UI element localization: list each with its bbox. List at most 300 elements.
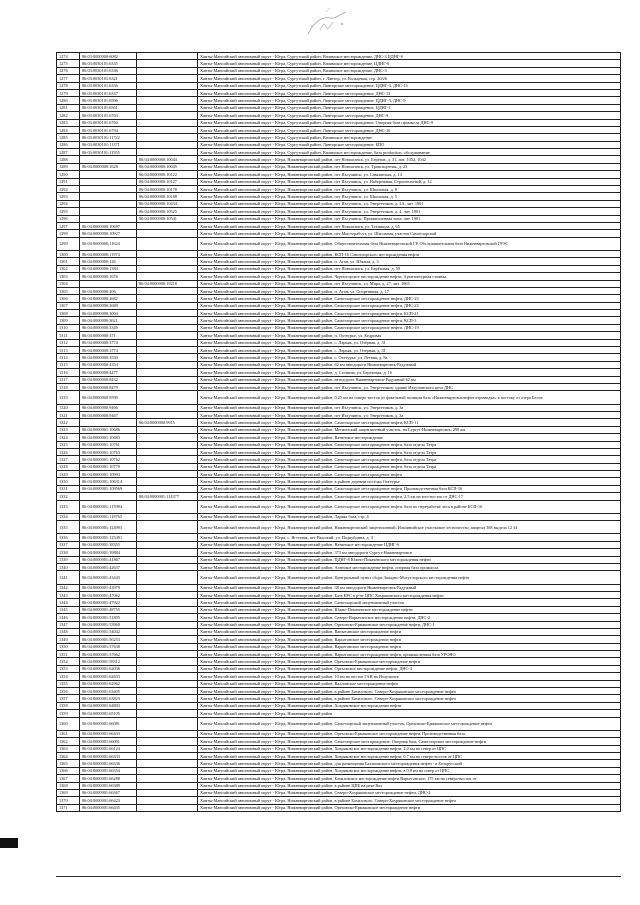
cadastral-number-2-cell — [137, 599, 198, 606]
table-row — [57, 193, 621, 200]
cadastral-number-2-cell — [137, 287, 198, 294]
cadastral-number-2-cell — [137, 710, 198, 717]
address-cell: Ханты-Мансийский автономный округ - Югра, Нижневартовский район, Ватинское месторождение — [198, 434, 621, 441]
table-row — [57, 752, 621, 759]
cadastral-number-2-cell — [137, 651, 198, 658]
table-row — [57, 126, 621, 133]
cadastral-number-2-cell — [137, 730, 198, 737]
address-cell: Ханты-Мансийский автономный округ - Югра, Нижневартовский район, Хохряковское месторождение нефти — [198, 702, 621, 709]
table-row — [57, 208, 621, 215]
table-row — [57, 383, 621, 390]
row-number-cell: 1364 — [57, 752, 80, 759]
cadastral-number-2-cell: 86:04:0000000:19218 — [137, 280, 198, 287]
row-number-cell: 1312 — [57, 339, 80, 346]
address-cell: Ханты-Мансийский автономный округ - Югра, Нижневартовский район, КСП-16 Самотлорского месторождения нефти — [198, 250, 621, 257]
cadastral-number-2-cell — [137, 141, 198, 148]
row-number-cell: 1363 — [57, 745, 80, 752]
cadastral-number-cell: 86:04:0000001:63823 — [80, 695, 137, 702]
cadastral-number-cell: 86:03:0030101:6337 — [80, 89, 137, 96]
address-cell: Ханты-Мансийский автономный округ - Югра, Сургутский район, Лянторское месторождение, БПО — [198, 141, 621, 148]
table-row — [57, 273, 621, 280]
address-cell: Ханты-Мансийский автономный округ - Югра, Нижневартовский район, Самотлорское месторождение нефти, база отдела Татра — [198, 456, 621, 463]
row-number-cell: 1321 — [57, 411, 80, 418]
address-cell: Ханты-Мансийский автономный округ - Югра, Нижневартовский район, пгт Новоаганск, ул. Техникум, д. 65 — [198, 222, 621, 229]
table-row — [57, 614, 621, 621]
row-number-cell: 1305 — [57, 287, 80, 294]
cadastral-number-2-cell — [137, 643, 198, 650]
cadastral-number-cell — [80, 186, 137, 193]
table-row — [57, 82, 621, 89]
row-number-cell: 1301 — [57, 258, 80, 265]
row-number-cell: 1319 — [57, 391, 80, 404]
registry-table-body — [57, 53, 621, 812]
row-number-cell: 1348 — [57, 628, 80, 635]
row-number-cell: 1326 — [57, 448, 80, 455]
cadastral-number-cell: 86:04:0000001:63405 — [80, 688, 137, 695]
table-row — [57, 651, 621, 658]
scan-stamp-icon — [300, 4, 360, 44]
cadastral-number-2-cell: 86:04:0000000:10044 — [137, 156, 198, 163]
cadastral-number-cell: 86:04:0000001:10683 — [80, 434, 137, 441]
cadastral-number-cell: 86:04:0000000:206 — [80, 287, 137, 294]
table-row — [57, 119, 621, 126]
cadastral-number-cell: 86:03:0030101:6596 — [80, 97, 137, 104]
row-number-cell: 1297 — [57, 222, 80, 229]
row-number-cell: 1344 — [57, 599, 80, 606]
cadastral-number-cell: 86:03:0030101:6321 — [80, 75, 137, 82]
address-cell: Ханты-Мансийский автономный округ - Югра, Нижневартовский район, п. Охтеурье, ул. Кедровая — [198, 332, 621, 339]
address-cell: Ханты-Мансийский автономный округ - Югра, Нижневартовский район, Черногорское месторождение нефти, Архитектурная стоянка — [198, 273, 621, 280]
cadastral-number-2-cell — [137, 60, 198, 67]
address-cell: Ханты-Мансийский автономный округ - Югра, Нижневартовский район, пгт Мысторабсут, ул. Школьная, участок Самотлорской — [198, 230, 621, 237]
address-cell: Ханты-Мансийский автономный округ - Югра, Нижневартовский район, Самотлорский лицензионный участок — [198, 599, 621, 606]
cadastral-number-2-cell — [137, 347, 198, 354]
cadastral-number-cell: 86:04:0000001:66423 — [80, 797, 137, 804]
registry-table — [56, 52, 621, 812]
address-cell: Ханты-Мансийский автономный округ - Югра, Нижневартовский район, пгт Излучинск, ул. Энергетиков, здание Излучинского цеха ДНС — [198, 383, 621, 390]
address-cell: Ханты-Мансийский автономный округ - Югра, Нижневартовский район, Варьеганское месторождение нефти, промышленная база УРОНО — [198, 651, 621, 658]
cadastral-number-cell: 86:04:0000000:3774 — [80, 339, 137, 346]
address-cell: Ханты-Мансийский автономный округ - Югра, Нижневартовский район, автодорога Нижневартовск-Радужный 62 км — [198, 376, 621, 383]
table-row — [57, 485, 621, 492]
row-number-cell: 1367 — [57, 775, 80, 782]
table-row — [57, 456, 621, 463]
cadastral-number-cell: 86:03:0030101:6336 — [80, 67, 137, 74]
row-number-cell: 1288 — [57, 156, 80, 163]
address-cell: Ханты-Мансийский автономный округ - Югра, Нижневартовский район, пгт Излучинск, ул. Набережная, Строительный, д. 12 — [198, 178, 621, 185]
cadastral-number-2-cell — [137, 513, 198, 520]
table-row — [57, 767, 621, 774]
cadastral-number-2-cell: 86:04:0000000:10541 — [137, 215, 198, 222]
address-cell: Ханты-Мансийский автономный округ - Югра, Нижневартовский район, с. Охтеурье, ул. Летняя, д. 8а — [198, 354, 621, 361]
address-cell: Ханты-Мансийский автономный округ - Югра, Сургутский район, Лянторское месторождение, ДНС-16 — [198, 126, 621, 133]
cadastral-number-cell: 86:03:0030101:6794 — [80, 126, 137, 133]
cadastral-number-2-cell — [137, 717, 198, 730]
cadastral-number-cell: 86:04:0000000:2682 — [80, 295, 137, 302]
row-number-cell: 1294 — [57, 200, 80, 207]
address-cell: Ханты-Мансийский автономный округ - Югра, Нижневартовский район, Самотлорское месторождение, Опорная база, Самотлорское месторождение нефти — [198, 738, 621, 745]
row-number-cell: 1360 — [57, 717, 80, 730]
table-row — [57, 60, 621, 67]
cadastral-number-cell: 86:04:0000000:9467 — [80, 411, 137, 418]
cadastral-number-cell: 86:04:0000000:1384 — [80, 265, 137, 272]
cadastral-number-2-cell — [137, 658, 198, 665]
address-cell: Ханты-Мансийский автономный округ - Югра, Нижневартовский район, пгт Новоаганск, ул. Берёзовая, д. 59 — [198, 265, 621, 272]
address-cell: Ханты-Мансийский автономный округ - Югра, Нижневартовский район, в районе Бахилового, Северо-Хохряковское месторождение нефти — [198, 797, 621, 804]
row-number-cell: 1316 — [57, 369, 80, 376]
row-number-cell: 1310 — [57, 324, 80, 331]
table-row — [57, 463, 621, 470]
table-row — [57, 745, 621, 752]
cadastral-number-cell: 86:04:0000001:62036 — [80, 665, 137, 672]
row-number-cell: 1342 — [57, 584, 80, 591]
address-cell: Ханты-Мансийский автономный округ - Югра, Нижневартовский район, пгт Излучинск, Промышленная зона, лит. 1901 — [198, 215, 621, 222]
address-cell: Ханты-Мансийский автономный округ - Югра, Нижневартовский район, Самотлорское месторождение нефти, ДНС-23 — [198, 295, 621, 302]
cadastral-number-2-cell — [137, 354, 198, 361]
cadastral-number-cell — [80, 178, 137, 185]
table-row — [57, 89, 621, 96]
address-cell: Ханты-Мансийский автономный округ - Югра, Нижневартовский район — [198, 710, 621, 717]
cadastral-number-cell: 86:04:0000001:64803 — [80, 702, 137, 709]
cadastral-number-2-cell — [137, 332, 198, 339]
table-row — [57, 354, 621, 361]
address-cell: Ханты-Мансийский автономный округ - Югра, Нижневартовский район, Самотлорское месторождение нефти, ДНС-19 — [198, 324, 621, 331]
table-row — [57, 237, 621, 250]
address-cell: Ханты-Мансийский автономный округ - Югра, Нижневартовский район, Самотлорское месторождение нефти, Производственная база КСП-16 — [198, 485, 621, 492]
row-number-cell: 1353 — [57, 665, 80, 672]
cadastral-number-cell: 86:04:0000001:57638 — [80, 643, 137, 650]
row-number-cell: 1302 — [57, 265, 80, 272]
cadastral-number-2-cell — [137, 434, 198, 441]
address-cell: Ханты-Мансийский автономный округ - Югра, Нижневартовский район, с. Ларьяк, ул. Озёрная, д. 31 — [198, 339, 621, 346]
table-row — [57, 404, 621, 411]
row-number-cell: 1285 — [57, 134, 80, 141]
address-cell: Ханты-Мансийский автономный округ - Югра, Нижневартовский район, в районе Бахилового, Северо-Хохряковское месторождение нефти — [198, 688, 621, 695]
row-number-cell: 1337 — [57, 541, 80, 548]
row-number-cell: 1346 — [57, 614, 80, 621]
cadastral-number-2-cell: 86:04:0000000:10434 — [137, 200, 198, 207]
cadastral-number-cell: 86:03:0000000:6082 — [80, 53, 137, 60]
cadastral-number-2-cell — [137, 745, 198, 752]
cadastral-number-cell: 86:04:0000001:66433 — [80, 730, 137, 737]
row-number-cell: 1323 — [57, 426, 80, 433]
cadastral-number-cell — [80, 280, 137, 287]
address-cell: Ханты-Мансийский автономный округ - Югра, Нижневартовский район, Аганское месторождение нефти, опорная база промысла — [198, 563, 621, 570]
cadastral-number-cell: 86:04:0000001:66435 — [80, 804, 137, 811]
cadastral-number-cell: 86:04:0000000:10927 — [80, 230, 137, 237]
cadastral-number-cell: 86:04:0000000:9599 — [80, 391, 137, 404]
row-number-cell: 1335 — [57, 521, 80, 534]
cadastral-number-2-cell — [137, 134, 198, 141]
cadastral-number-cell: 86:04:0000001:125491 — [80, 534, 137, 541]
table-row — [57, 97, 621, 104]
table-row — [57, 760, 621, 767]
cadastral-number-2-cell — [137, 478, 198, 485]
address-cell: Ханты-Мансийский автономный округ - Югра, Нижневартовский район, 373 км автодороги Сургут-Нижневартовск — [198, 549, 621, 556]
cadastral-number-cell: 86:04:0000001:66389 — [80, 782, 137, 789]
row-number-cell: 1300 — [57, 250, 80, 257]
row-number-cell: 1282 — [57, 112, 80, 119]
table-row — [57, 258, 621, 265]
address-cell: Ханты-Мансийский автономный округ - Югра, Нижневартовский район, 62 км автодороги Нижневартовск-Радужный — [198, 361, 621, 368]
address-cell: Ханты-Мансийский автономный округ - Югра, Нижневартовский район, Ватинское месторождение ЦДНГ-6 — [198, 541, 621, 548]
cadastral-number-cell: 86:04:0000001:124993 — [80, 521, 137, 534]
table-row — [57, 556, 621, 563]
table-row — [57, 419, 621, 426]
row-number-cell: 1320 — [57, 404, 80, 411]
cadastral-number-2-cell — [137, 614, 198, 621]
table-row — [57, 563, 621, 570]
cadastral-number-2-cell: 86:04:0000000:9915 — [137, 419, 198, 426]
row-number-cell: 1328 — [57, 463, 80, 470]
cadastral-number-cell: 86:04:0000001:56253 — [80, 636, 137, 643]
table-row — [57, 665, 621, 672]
address-cell: Ханты-Мансийский автономный округ - Югра, Нижневартовский район, Нижневартовский лицензионный, Ильчинийскоe участковое лесничество, квартал 368 выдела 12 34 — [198, 521, 621, 534]
table-row — [57, 717, 621, 730]
table-row — [57, 310, 621, 317]
cadastral-number-2-cell — [137, 463, 198, 470]
row-number-cell: 1281 — [57, 104, 80, 111]
cadastral-number-cell: 86:04:0000000:4477 — [80, 369, 137, 376]
row-number-cell: 1313 — [57, 347, 80, 354]
cadastral-number-cell: 86:04:0000000:3349 — [80, 324, 137, 331]
address-cell: Ханты-Мансийский автономный округ - Югра, Сургутский район, Лянторское месторождение, ЦДНГ-3, ДНС-13 — [198, 82, 621, 89]
table-row — [57, 149, 621, 156]
row-number-cell: 1318 — [57, 383, 80, 390]
cadastral-number-2-cell — [137, 665, 198, 672]
cadastral-number-cell: 86:04:0000001:42637 — [80, 563, 137, 570]
cadastral-number-2-cell — [137, 591, 198, 598]
table-row — [57, 426, 621, 433]
cadastral-number-2-cell — [137, 485, 198, 492]
cadastral-number-cell: 86:04:0000001:106314 — [80, 478, 137, 485]
address-cell: Ханты-Мансийский автономный округ - Югра, Нижневартовский район, п. Аган, ул. Спортивная, д. 17 — [198, 287, 621, 294]
address-cell: Ханты-Мансийский автономный округ - Югра, Нижневартовский район, д. Соснина, ул. Берёзовая, д. 16 — [198, 369, 621, 376]
table-row — [57, 541, 621, 548]
cadastral-number-2-cell: 86:04:0000000:10188 — [137, 193, 198, 200]
cadastral-number-cell: 86:04:0000001:66336 — [80, 760, 137, 767]
cadastral-number-cell: 86:04:0000000:1676 — [80, 273, 137, 280]
cadastral-number-2-cell — [137, 404, 198, 411]
row-number-cell: 1349 — [57, 636, 80, 643]
cadastral-number-2-cell — [137, 75, 198, 82]
row-number-cell: 1371 — [57, 804, 80, 811]
cadastral-number-2-cell — [137, 324, 198, 331]
address-cell: Ханты-Мансийский автономный округ - Югра, Нижневартовский район, Варьеганское месторождение нефти — [198, 643, 621, 650]
cadastral-number-cell: 86:04:0000001:10763 — [80, 448, 137, 455]
cadastral-number-2-cell — [137, 549, 198, 556]
cadastral-number-cell — [80, 193, 137, 200]
table-row — [57, 673, 621, 680]
table-row — [57, 658, 621, 665]
address-cell: Ханты-Мансийский автономный округ - Югра, Сургутский район, Лянторское месторождение, ЦДНГ-3, ДНС-9 — [198, 97, 621, 104]
row-number-cell: 1276 — [57, 67, 80, 74]
table-row — [57, 317, 621, 324]
table-row — [57, 628, 621, 635]
cadastral-number-cell: 86:04:0000001:47062 — [80, 591, 137, 598]
row-number-cell: 1304 — [57, 280, 80, 287]
cadastral-number-cell — [80, 419, 137, 426]
table-row — [57, 448, 621, 455]
cadastral-number-2-cell: 86:04:0000000:10178 — [137, 186, 198, 193]
cadastral-number-cell: 86:04:0000001:115984 — [80, 500, 137, 513]
address-cell: Ханты-Мансийский автономный округ - Югра, Нижневартовский район, Самотлорское месторождение нефти, база отдела Татра — [198, 448, 621, 455]
address-cell: Ханты-Мансийский автономный округ - Югра, Нижневартовский район, Северо-Варьеганское месторождение нефти, ДНС-2 — [198, 614, 621, 621]
row-number-cell: 1308 — [57, 310, 80, 317]
address-cell: Ханты-Мансийский автономный округ - Югра, Нижневартовский район, Самотлорское месторождение нефти, КСП-3 — [198, 317, 621, 324]
table-row — [57, 591, 621, 598]
row-number-cell: 1345 — [57, 606, 80, 613]
address-cell: Ханты-Мансийский автономный округ - Югра, Нижневартовский район, Самотлорское месторождение нефти, ДНС-23 — [198, 302, 621, 309]
row-number-cell: 1336 — [57, 534, 80, 541]
cadastral-number-cell: 86:04:0000001:62633 — [80, 673, 137, 680]
address-cell: Ханты-Мансийский автономный округ - Югра, Нижневартовский район, Ореховско-Ермаковское месторождение нефти, Производственная база — [198, 730, 621, 737]
row-number-cell: 1351 — [57, 651, 80, 658]
table-row — [57, 178, 621, 185]
cadastral-number-cell: 86:04:0000001:65105 — [80, 710, 137, 717]
cadastral-number-2-cell — [137, 97, 198, 104]
row-number-cell: 1306 — [57, 295, 80, 302]
cadastral-number-cell — [80, 493, 137, 500]
cadastral-number-2-cell — [137, 310, 198, 317]
cadastral-number-cell: 86:04:0000001:66124 — [80, 745, 137, 752]
cadastral-number-cell — [80, 171, 137, 178]
row-number-cell: 1368 — [57, 782, 80, 789]
row-number-cell: 1324 — [57, 434, 80, 441]
cadastral-number-cell: 86:04:0000001:51805 — [80, 614, 137, 621]
cadastral-number-cell: 86:03:0030101:11955 — [80, 149, 137, 156]
cadastral-number-cell: 86:03:0030101:6561 — [80, 104, 137, 111]
row-number-cell: 1358 — [57, 702, 80, 709]
cadastral-number-2-cell — [137, 89, 198, 96]
cadastral-number-2-cell — [137, 339, 198, 346]
row-number-cell: 1278 — [57, 82, 80, 89]
table-row — [57, 200, 621, 207]
cadastral-number-cell: 86:04:0000001:118763 — [80, 513, 137, 520]
address-cell: Ханты-Мансийский автономный округ - Югра, Нижневартовский район, База КРС в р-не ЦПС Хохряковского месторождения нефти — [198, 591, 621, 598]
row-number-cell: 1311 — [57, 332, 80, 339]
address-cell: Ханты-Мансийский автономный округ - Югра, Нижневартовский район, Ларьяк база, стр. 4 — [198, 513, 621, 520]
table-row — [57, 112, 621, 119]
address-cell: Ханты-Мансийский автономный округ - Югра, Нижневартовский район, Центральный пункт сбора Западно-Могутлорского месторождения нефти — [198, 571, 621, 584]
cadastral-number-2-cell — [137, 104, 198, 111]
cadastral-number-2-cell: 86:04:0000000:10045 — [137, 163, 198, 170]
address-cell: Ханты-Мансийский автономный округ - Югра, Нижневартовский район, Варьеганское месторождение нефти — [198, 636, 621, 643]
address-cell: Ханты-Мансийский автономный округ - Югра, Нижневартовский район, пгт Излучинск, ул. Энергетиков, д. 3а — [198, 404, 621, 411]
cadastral-number-cell: 86:04:0000000:3530 — [80, 354, 137, 361]
table-row — [57, 695, 621, 702]
address-cell: Ханты-Мансийский автономный округ - Югра, Нижневартовский район, Самотлорский лицензионный участок, Ореховско-Ермаковское месторождение нефти — [198, 717, 621, 730]
row-number-cell: 1357 — [57, 695, 80, 702]
cadastral-number-cell: 86:04:0000000:3621 — [80, 317, 137, 324]
cadastral-number-cell: 86:04:0000000:126 — [80, 258, 137, 265]
row-number-cell: 1334 — [57, 513, 80, 520]
cadastral-number-2-cell — [137, 695, 198, 702]
row-number-cell: 1347 — [57, 621, 80, 628]
cadastral-number-2-cell — [137, 782, 198, 789]
row-number-cell: 1307 — [57, 302, 80, 309]
table-row — [57, 702, 621, 709]
cadastral-number-cell: 86:03:0030101:6763 — [80, 112, 137, 119]
address-cell: Ханты-Мансийский автономный округ - Югра, Нижневартовский район, пгт Новоаганск, ул. Берёзов, д. 31, лит. 1052, 1042 — [198, 156, 621, 163]
table-row — [57, 441, 621, 448]
table-row — [57, 171, 621, 178]
cadastral-number-2-cell — [137, 628, 198, 635]
row-number-cell: 1298 — [57, 230, 80, 237]
address-cell: Ханты-Мансийский автономный округ - Югра, Сургутский район, г. Лянтор, ул. Кольцевая, стр. 20/26 — [198, 75, 621, 82]
address-cell: Ханты-Мансийский автономный округ - Югра, Нижневартовский район, Мегионский лицензионный участок, на Сургут-Нижневартовск, 290 км — [198, 426, 621, 433]
row-number-cell: 1343 — [57, 591, 80, 598]
address-cell: Ханты-Мансийский автономный округ - Югра, Нижневартовский район, Самотлорское месторождение нефти, база отдела Татра — [198, 463, 621, 470]
row-number-cell: 1303 — [57, 273, 80, 280]
address-cell: Ханты-Мансийский автономный округ - Югра, Нижневартовский район, Самотлорское месторождение нефти — [198, 471, 621, 478]
table-row — [57, 804, 621, 811]
row-number-cell: 1283 — [57, 119, 80, 126]
address-cell: Ханты-Мансийский автономный округ - Югра, Сургутский район, Лянторское месторождение, ДНС-9 — [198, 112, 621, 119]
row-number-cell: 1280 — [57, 97, 80, 104]
cadastral-number-2-cell — [137, 471, 198, 478]
address-cell: Ханты-Мансийский автономный округ - Югра, Сургутский район, Лянторское месторождение, ЦДНГ-1 — [198, 104, 621, 111]
cadastral-number-2-cell — [137, 441, 198, 448]
row-number-cell: 1330 — [57, 478, 80, 485]
address-cell: Ханты-Мансийский автономный округ - Югра, Нижневартовский район, ЦДНГ-8 Южно-Покачевского месторождения нефти — [198, 556, 621, 563]
table-row — [57, 141, 621, 148]
cadastral-number-cell: 86:03:0030101:6336 — [80, 82, 137, 89]
cadastral-number-2-cell — [137, 456, 198, 463]
table-row — [57, 265, 621, 272]
cadastral-number-2-cell — [137, 230, 198, 237]
table-row — [57, 163, 621, 170]
address-cell: Ханты-Мансийский автономный округ - Югра, Нижневартовский район, Самотлорское месторождение нефти, КСП-11 — [198, 419, 621, 426]
cadastral-number-2-cell — [137, 411, 198, 418]
table-row — [57, 478, 621, 485]
table-row — [57, 534, 621, 541]
row-number-cell: 1309 — [57, 317, 80, 324]
table-row — [57, 710, 621, 717]
cadastral-number-2-cell: 86:04:0000000:10525 — [137, 208, 198, 215]
row-number-cell: 1331 — [57, 485, 80, 492]
cadastral-number-cell: 86:04:0000001:10779 — [80, 463, 137, 470]
cadastral-number-2-cell — [137, 302, 198, 309]
row-number-cell: 1365 — [57, 760, 80, 767]
table-row — [57, 376, 621, 383]
row-number-cell: 1362 — [57, 738, 80, 745]
cadastral-number-cell: 86:04:0000001:39884 — [80, 549, 137, 556]
row-number-cell: 1355 — [57, 680, 80, 687]
address-cell: Ханты-Мансийский автономный округ - Югра, Сургутский район, Лянторское месторождение, Опорная база промысла ДНС-9 — [198, 119, 621, 126]
row-number-cell: 1279 — [57, 89, 80, 96]
row-number-cell: 1284 — [57, 126, 80, 133]
address-cell: Ханты-Мансийский автономный округ - Югра, Нижневартовский район, Самотлорское месторождение нефти, КСП-21 — [198, 310, 621, 317]
cadastral-number-2-cell: 86:04:0000000:10127 — [137, 178, 198, 185]
address-cell: Ханты-Мансийский автономный округ - Югра, Нижневартовский район, в районе ЦПБ на реке Вах — [198, 782, 621, 789]
address-cell: Ханты-Мансийский автономный округ - Югра, Нижневартовский район, 10 км на восток ГАИ на Излучинск — [198, 673, 621, 680]
cadastral-number-2-cell — [137, 265, 198, 272]
table-row — [57, 53, 621, 60]
row-number-cell: 1329 — [57, 471, 80, 478]
row-number-cell: 1287 — [57, 149, 80, 156]
row-number-cell: 1314 — [57, 354, 80, 361]
cadastral-number-2-cell — [137, 702, 198, 709]
table-row — [57, 500, 621, 513]
cadastral-number-cell: 86:04:0000001:43443 — [80, 571, 137, 584]
address-cell: Ханты-Мансийский автономный округ - Югра, Нижневартовский район, пгт Излучинск, ул. Школьная, д. 8 — [198, 186, 621, 193]
table-row — [57, 730, 621, 737]
address-cell: Ханты-Мансийский автономный округ - Югра, Нижневартовский район, пгт Излучинск, ул. Савкинская, д. 14 — [198, 171, 621, 178]
address-cell: Ханты-Мансийский автономный округ - Югра, Нижневартовский район, для размещения Бахиловского месторождения нефти - в Белорусский — [198, 760, 621, 767]
cadastral-number-cell: 86:03:0030101:11371 — [80, 141, 137, 148]
table-row — [57, 391, 621, 404]
